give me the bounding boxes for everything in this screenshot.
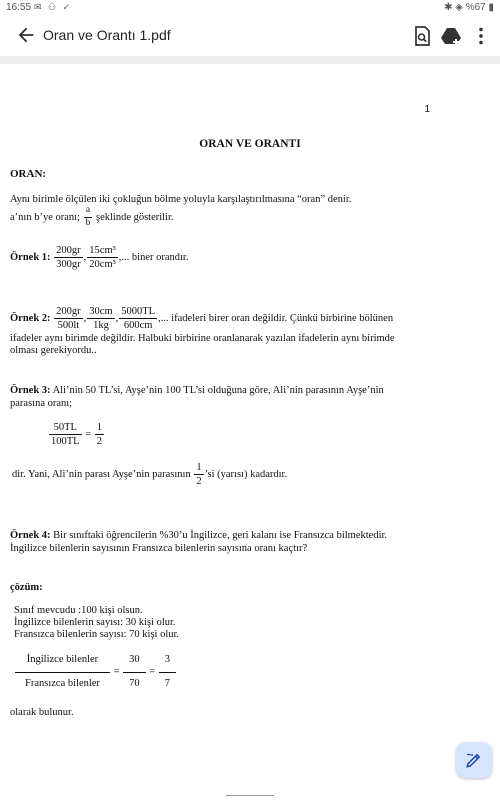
fraction-numerator: 30cm — [87, 306, 114, 319]
fraction-denominator: 100TL — [51, 436, 80, 448]
example-2-tail: ,... ifadeleri birer oran değildir. Çünkü birbirine bölünen — [158, 312, 394, 324]
definition-notation — [10, 206, 174, 229]
example-3-result-fraction — [95, 422, 104, 447]
fraction-denominator: 2 — [96, 436, 102, 448]
example-1-label: Örnek 1: — [10, 251, 51, 263]
example-2-fraction-2 — [87, 306, 114, 331]
example-3-conclusion — [12, 462, 287, 487]
fraction-numerator: 3 — [159, 652, 176, 673]
fraction-denominator: 2 — [196, 476, 202, 488]
example-2: Örnek 2: $\frac{200gr}{500lt}$ , $\frac{30cm}{1kg}$ , $\frac{5000TL}{600cm}$ ,... ifadeleri birer oran değildir. Çünkü birbirine bölünen — [10, 306, 394, 332]
solution-ratio-fraction — [15, 652, 110, 693]
example-4-line-1 — [10, 530, 387, 541]
arrow-left-icon[interactable] — [14, 24, 38, 48]
status-time: 16:55 — [6, 2, 32, 13]
example-3-equation — [48, 422, 105, 447]
definition-line: Aynı birimle ölçülen iki çokluğun bölme yoluyla karşılaştırılmasına “oran” denir. — [10, 194, 352, 205]
add-to-drive-icon[interactable] — [439, 24, 463, 48]
example-2-line-2: ifadeler aynı birimde değildir. Halbuki birbirine oranlanarak yazılan ifadelerin aynı birimde — [10, 333, 395, 344]
example-4-line-2: İngilizce bilenlerin sayısının Fransızca bilenlerin sayısına oranı kaçtır? — [10, 543, 308, 554]
example-3-fraction — [49, 422, 82, 447]
fraction-numerator: 15cm³ — [87, 245, 117, 258]
solution-heading: çözüm: — [10, 582, 43, 593]
fraction-numerator: 1 — [194, 462, 203, 475]
fraction-denominator: b — [85, 217, 91, 228]
status-system-icons: ✱ ◈ %67 ▮ — [444, 2, 494, 13]
example-2-label: Örnek 2: — [10, 312, 51, 324]
fraction-denominator: 300gr — [56, 259, 81, 271]
fraction-denominator: Fransızca bilenler — [25, 677, 100, 689]
conclusion-fraction — [194, 462, 203, 487]
example-2-line-3: olması gerekiyordu.. — [10, 345, 97, 356]
fraction-numerator: İngilizce bilenler — [15, 652, 110, 673]
solution-result-fraction — [159, 652, 176, 693]
notification-icons: ✉ ⚇ ✓ — [34, 2, 73, 12]
document-heading: ORAN VE ORANTI — [199, 138, 301, 150]
solution-conclusion: olarak bulunur. — [10, 707, 74, 718]
solution-line-3: Fransızca bilenlerin sayısı: 70 kişi olur. — [14, 629, 180, 640]
example-3-line-1 — [10, 385, 384, 396]
gesture-handle — [226, 795, 274, 796]
status-bar — [0, 0, 500, 16]
fraction-denominator: 1kg — [93, 320, 109, 332]
solution-line-2: İngilizce bilenlerin sayısı: 30 kişi olur. — [14, 617, 176, 628]
fraction-denominator: 500lt — [57, 320, 80, 332]
fraction-numerator: a — [84, 206, 93, 218]
fraction-numerator: 1 — [95, 422, 104, 435]
pdf-viewer[interactable] — [0, 56, 500, 800]
page-number: 1 — [424, 104, 430, 115]
equals-sign: = — [149, 666, 156, 678]
equals-sign: = — [85, 428, 92, 440]
example-4-text: Bir sınıftaki öğrencilerin %30’u İngilizce, geri kalanı ise Fransızca bilmektedir. — [53, 530, 388, 541]
example-4-label: Örnek 4: — [10, 530, 51, 541]
example-1-fraction-1 — [54, 245, 83, 270]
notation-text-end: şeklinde gösterilir. — [95, 211, 174, 223]
solution-line-1: Sınıf mevcudu :100 kişi olsun. — [14, 605, 143, 616]
solution-numeric-fraction — [123, 652, 146, 693]
example-3-label: Örnek 3: — [10, 385, 51, 396]
solution-equation — [14, 652, 177, 693]
example-2-fraction-1 — [54, 306, 83, 331]
fraction-numerator: 200gr — [54, 306, 83, 319]
app-bar — [0, 16, 500, 56]
example-1: Örnek 1: $\frac{200gr}{300gr}$ , $\frac{\text{15cm³}}{\text{20cm³}}$ ,... biner orandır. — [10, 245, 189, 271]
annotate-button[interactable] — [456, 742, 492, 778]
conclusion-text: dir. Yani, Ali’nin parası Ayşe’nin parasının — [12, 468, 191, 480]
fraction-numerator: 200gr — [54, 245, 83, 258]
equals-sign: = — [113, 666, 120, 678]
more-options-icon[interactable] — [469, 24, 493, 48]
search-in-document-icon[interactable] — [410, 24, 434, 48]
fraction-denominator: 70 — [129, 677, 140, 689]
fraction-denominator: 600cm — [123, 320, 153, 332]
example-1-tail: ,... biner orandır. — [118, 251, 189, 263]
fraction-a-b — [84, 206, 93, 229]
example-3-text: Ali’nin 50 TL’si, Ayşe’nin 100 TL’si olduğuna göre, Ali’nin parasının Ayşe’nin — [52, 385, 384, 396]
fraction-numerator: 50TL — [49, 422, 82, 435]
fraction-denominator: 20cm³ — [89, 259, 116, 271]
pdf-page — [0, 64, 500, 800]
fraction-numerator: 5000TL — [119, 306, 157, 319]
fraction-denominator: 7 — [164, 677, 171, 689]
section-heading-oran: ORAN: — [10, 168, 47, 180]
example-1-fraction-2 — [87, 245, 117, 270]
example-2-fraction-3 — [119, 306, 157, 331]
fraction-numerator: 30 — [123, 652, 146, 673]
notation-text: a’nın b’ye oranı; — [10, 211, 80, 223]
conclusion-text-end: ’si (yarısı) kadardır. — [204, 468, 288, 480]
document-title: Oran ve Orantı 1.pdf — [43, 27, 171, 43]
edit-pen-icon — [465, 751, 483, 769]
example-3-line-2: parasına oranı; — [10, 398, 73, 409]
